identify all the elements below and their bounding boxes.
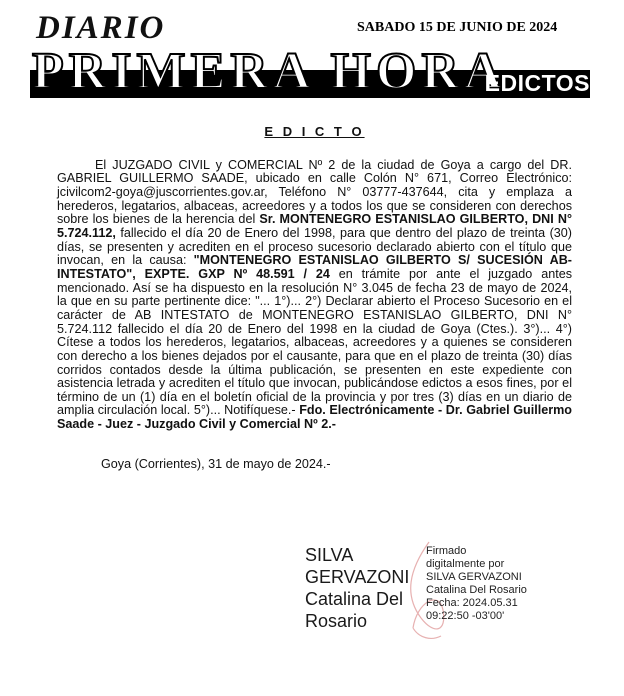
edict-intro-text: El JUZGADO CIVIL y COMERCIAL Nº 2 de la ciudad de Goya a cargo del DR. GABRIEL GUILLERMO SAADE, ubicado en calle Colón N° 671, Correo Electrónico: jcivilcom2-goya@juscorrientes.gov.ar, Teléfono N° 03777-437644, cita y emplaza a herederos, legatarios, albaceas, acreedores y a todos los que se consideren con derechos sobre los bienes de la herencia del <box>57 157 572 227</box>
signature-detail-line: Fecha: 2024.05.31 <box>426 597 518 609</box>
resolution-text: en trámite por ante el juzgado antes mencionado. Así se ha dispuesto en la resolución N° 3.045 de fecha 23 de mayo de 2024, la que en su parte pertinente dice: "... 1°)... 2°) Declarar abierto el Proceso Sucesorio en el carácter de AB INTESTATO de MONTENEGRO ESTANISLAO GILBERTO, DNI N° 5.724.112 fallecido el día 20 de Enero del 1998 en la ciudad de Goya (Ctes.). 3°)... 4°) Cítese a todos los herederos, legatarios, albaceas, acreedores y a quienes se consideren con derecho a los bienes dejados por el causante, para que en el plazo de treinta (30) días corridos contados desde la última publicación, se presenten en este expediente con asistencia letrada y acrediten el título que invocan, publicándose edictos a esos fines, por el término de un (1) día en el boletín oficial de la provincia y por tres (3) días en un diario de amplia circulación local. 5°)... Notifíquese.- <box>57 266 573 418</box>
signer-name-line: Catalina Del <box>305 589 404 609</box>
signature-details <box>426 545 527 623</box>
signature-detail-line: digitalmente por <box>426 558 505 570</box>
signature-detail-line: Catalina Del Rosario <box>426 584 527 596</box>
signature-detail-line: SILVA GERVAZONI <box>426 571 522 583</box>
digital-signature-block <box>305 540 565 645</box>
electronic-signature-note: Fdo. Electrónicamente - Dr. Gabriel Guillermo Saade - Juez - Juzgado Civil y Comercial Nº 2.- <box>57 403 573 432</box>
newspaper-masthead <box>0 0 624 100</box>
edict-deadline-text: fallecido el día 20 de Enero del 1998, para que dentro del plazo de treinta (30) días, se presenten y acrediten en el proceso sucesorio declarado abierto con el título que invocan, en la causa: <box>57 225 572 268</box>
masthead-kicker: DIARIO <box>36 10 166 46</box>
case-title: "MONTENEGRO ESTANISLAO GILBERTO S/ SUCESIÓN AB-INTESTATO", EXPTE. GXP Nº 48.591 / 24 <box>57 253 572 281</box>
signer-name-line: GERVAZONI <box>305 567 410 587</box>
signer-name-line: Rosario <box>305 611 368 631</box>
signer-name-line: SILVA <box>305 545 354 565</box>
newspaper-name: PRIMERA HORA <box>32 43 507 100</box>
place-and-date: Goya (Corrientes), 31 de mayo de 2024.- <box>101 456 331 471</box>
edict-body <box>57 159 572 432</box>
signature-detail-line: 09:22:50 -03'00' <box>426 610 505 622</box>
signer-name <box>305 544 409 632</box>
edict-document <box>57 125 572 471</box>
signature-detail-line: Firmado <box>426 545 467 557</box>
masthead-brand-row <box>30 43 590 100</box>
section-name: EDICTOS <box>484 70 590 96</box>
edict-title: E D I C T O <box>264 124 365 139</box>
publication-date: SABADO 15 DE JUNIO DE 2024 <box>357 20 558 35</box>
deceased-identification: Sr. MONTENEGRO ESTANISLAO GILBERTO, DNI N° 5.724.112, <box>57 212 572 240</box>
